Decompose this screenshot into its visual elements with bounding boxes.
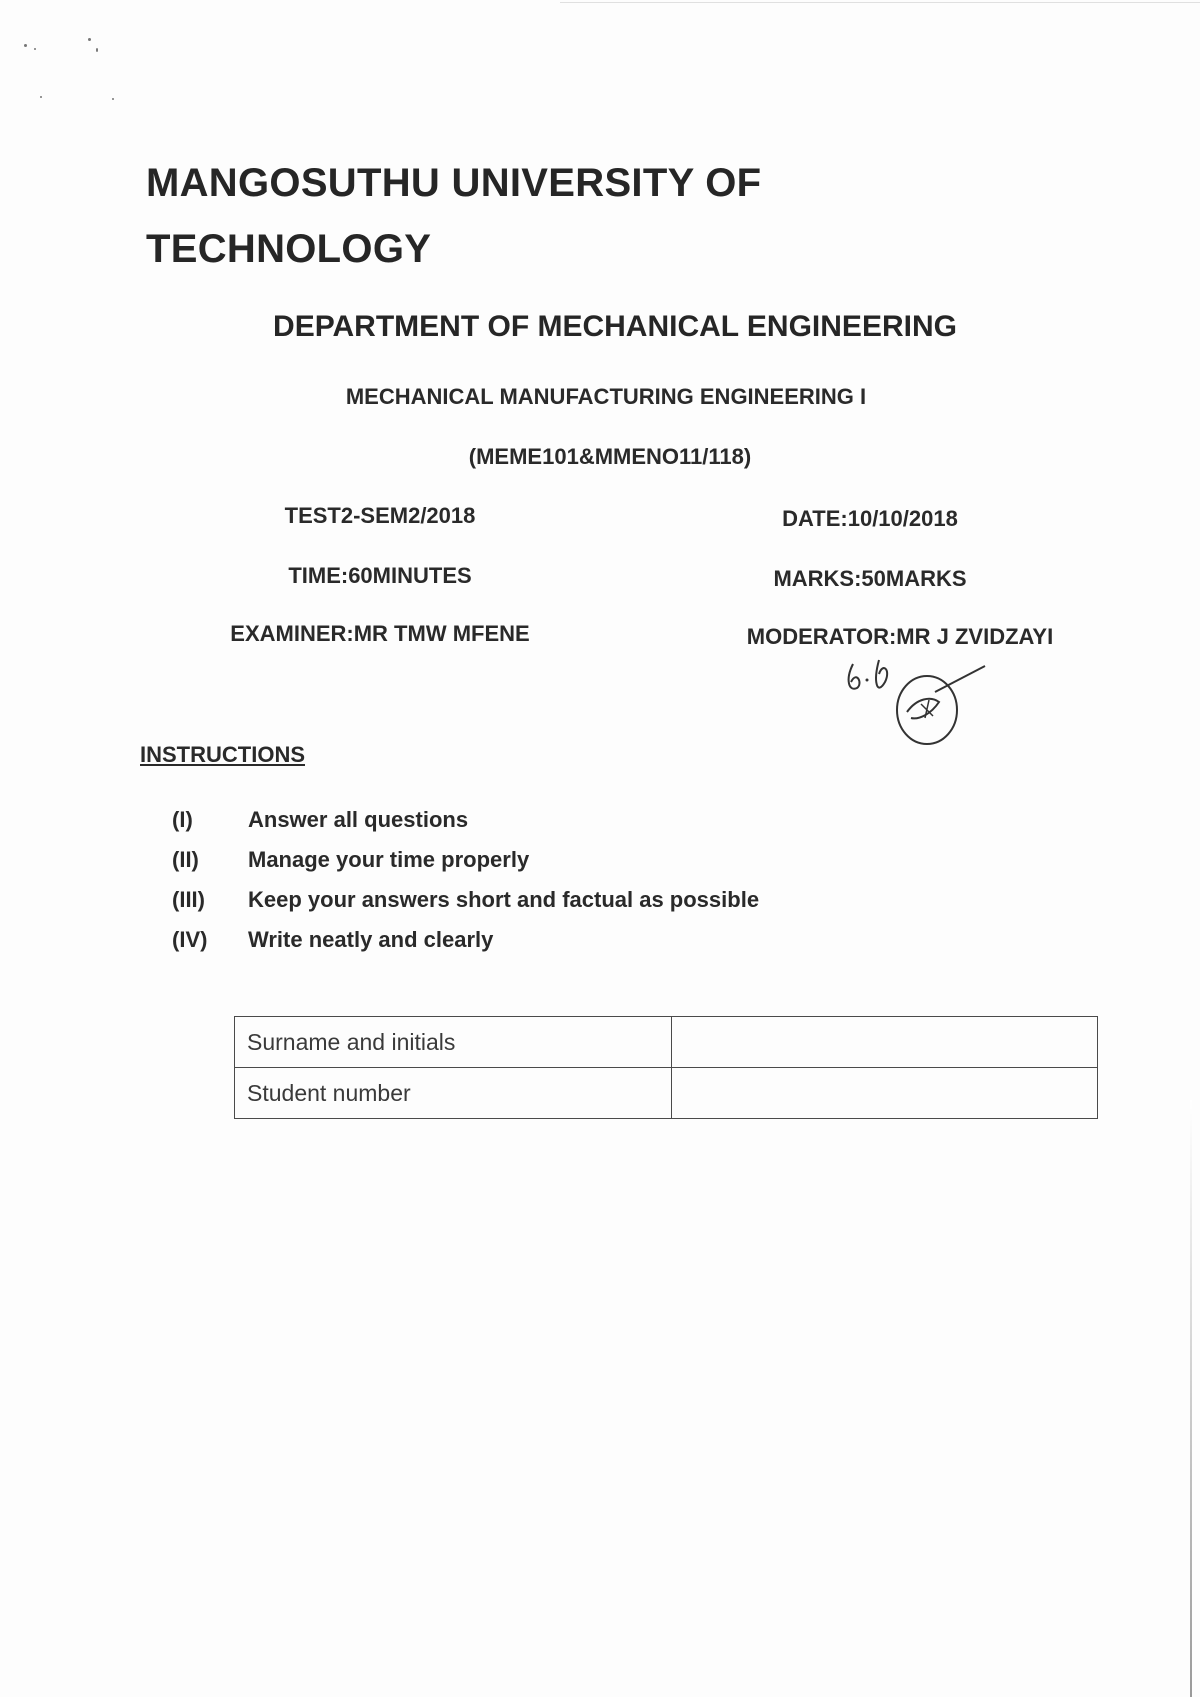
scan-edge-right — [1190, 1100, 1192, 1697]
instruction-text: Keep your answers short and factual as possible — [248, 887, 760, 912]
instructions-list — [172, 800, 759, 960]
instructions-heading: INSTRUCTIONS — [140, 742, 305, 767]
university-title-line1: MANGOSUTHU UNIVERSITY OF — [146, 161, 762, 205]
scan-speck — [112, 98, 114, 100]
instruction-text: Answer all questions — [248, 807, 469, 832]
instruction-number: (II) — [172, 847, 199, 872]
scan-speck — [34, 48, 36, 50]
surname-field[interactable] — [672, 1017, 1098, 1068]
instruction-number: (I) — [172, 807, 193, 832]
list-item — [172, 800, 759, 840]
table-row — [235, 1068, 1098, 1119]
student-info-table — [234, 1016, 1098, 1119]
course-code: (MEME101&MMENO11/118) — [468, 444, 752, 469]
handwritten-signature-icon — [835, 652, 995, 752]
list-item — [172, 840, 759, 880]
student-number-field[interactable] — [672, 1068, 1098, 1119]
department-heading: DEPARTMENT OF MECHANICAL ENGINEERING — [273, 310, 957, 343]
date-label: DATE:10/10/2018 — [782, 506, 958, 531]
moderator-label: MODERATOR:MR J ZVIDZAYI — [746, 624, 1054, 649]
surname-label: Surname and initials — [235, 1017, 672, 1068]
scan-edge-top — [560, 2, 1200, 3]
marks-label: MARKS:50MARKS — [773, 566, 967, 591]
scan-speck — [88, 38, 91, 41]
university-title-line2: TECHNOLOGY — [146, 227, 432, 271]
time-label: TIME:60MINUTES — [288, 563, 472, 588]
table-row — [235, 1017, 1098, 1068]
list-item — [172, 880, 759, 920]
scan-speck — [40, 96, 42, 98]
test-label: TEST2-SEM2/2018 — [284, 503, 476, 528]
instruction-number: (III) — [172, 887, 205, 912]
examiner-label: EXAMINER:MR TMW MFENE — [230, 621, 530, 646]
scan-speck — [96, 48, 98, 52]
instruction-text: Write neatly and clearly — [248, 927, 494, 952]
student-number-label: Student number — [235, 1068, 672, 1119]
university-title — [146, 150, 846, 282]
list-item — [172, 920, 759, 960]
instruction-number: (IV) — [172, 927, 208, 952]
instruction-text: Manage your time properly — [248, 847, 530, 872]
course-name: MECHANICAL MANUFACTURING ENGINEERING I — [345, 384, 867, 409]
scan-speck — [24, 44, 27, 47]
